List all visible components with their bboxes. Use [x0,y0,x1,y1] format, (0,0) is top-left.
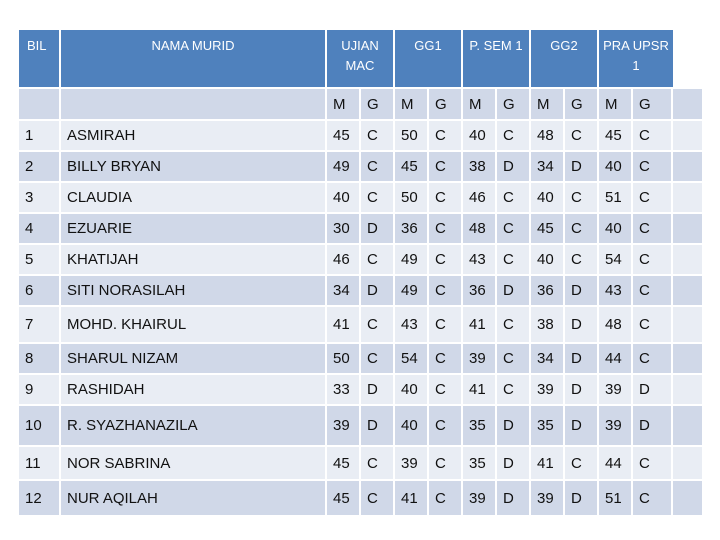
row-mark: 43 [463,245,497,274]
row-student-name: BILLY BRYAN [61,152,327,181]
row-mark: 40 [463,121,497,150]
row-bil: 10 [19,406,61,445]
header-gg2: GG2 [531,30,599,87]
subheader-cell: M [395,89,429,119]
row-mark: 39 [531,375,565,404]
row-grade: C [633,152,673,181]
row-mark: 51 [599,183,633,212]
row-mark: 46 [327,245,361,274]
row-mark: 41 [531,447,565,479]
row-mark: 45 [531,214,565,243]
row-mark: 44 [599,447,633,479]
row-grade: D [565,481,599,515]
row-bil: 6 [19,276,61,305]
row-mark: 50 [395,183,429,212]
row-grade: C [361,245,395,274]
row-mark: 40 [395,406,429,445]
row-grade: D [565,276,599,305]
row-student-name: NOR SABRINA [61,447,327,479]
row-mark: 40 [531,245,565,274]
row-mark: 40 [395,375,429,404]
row-mark: 35 [463,406,497,445]
row-mark: 48 [599,307,633,342]
row-grade: C [429,121,463,150]
row-mark: 39 [327,406,361,445]
row-grade: C [633,214,673,243]
row-mark: 51 [599,481,633,515]
row-mark: 38 [463,152,497,181]
row-mark: 35 [531,406,565,445]
row-grade: C [497,344,531,373]
row-mark: 36 [395,214,429,243]
row-student-name: CLAUDIA [61,183,327,212]
row-mark: 48 [463,214,497,243]
row-mark: 49 [395,245,429,274]
row-grade: C [361,183,395,212]
header-gg1: GG1 [395,30,463,87]
subheader-cell: M [531,89,565,119]
row-student-name: SITI NORASILAH [61,276,327,305]
row-mark: 33 [327,375,361,404]
row-mark: 39 [395,447,429,479]
row-grade: C [565,245,599,274]
row-mark: 45 [327,121,361,150]
row-grade: C [429,307,463,342]
subheader-row [19,87,702,119]
row-grade: C [497,245,531,274]
row-mark: 39 [463,481,497,515]
row-grade: D [497,447,531,479]
subheader-cell: G [497,89,531,119]
subheader-cell: G [565,89,599,119]
table-row [19,373,702,404]
row-grade: C [361,121,395,150]
row-mark: 34 [327,276,361,305]
row-mark: 34 [531,152,565,181]
row-grade: C [429,276,463,305]
row-mark: 46 [463,183,497,212]
row-bil: 3 [19,183,61,212]
row-mark: 30 [327,214,361,243]
row-student-name: KHATIJAH [61,245,327,274]
subheader-name-blank [61,89,327,119]
table-row [19,479,702,515]
row-mark: 45 [327,447,361,479]
row-mark: 50 [395,121,429,150]
row-mark: 45 [327,481,361,515]
row-bil: 12 [19,481,61,515]
row-grade: C [361,481,395,515]
row-bil: 2 [19,152,61,181]
table-row [19,305,702,342]
row-mark: 36 [531,276,565,305]
row-grade: D [565,375,599,404]
row-mark: 44 [599,344,633,373]
row-grade: C [633,121,673,150]
table-row [19,404,702,445]
subheader-cell: G [361,89,395,119]
row-mark: 45 [395,152,429,181]
row-mark: 49 [327,152,361,181]
row-grade: C [633,447,673,479]
row-grade: C [361,152,395,181]
row-grade: C [633,481,673,515]
row-grade: C [633,307,673,342]
row-bil: 5 [19,245,61,274]
row-grade: C [361,344,395,373]
row-mark: 39 [599,406,633,445]
table-row [19,119,702,150]
row-mark: 39 [599,375,633,404]
row-grade: D [565,406,599,445]
row-grade: D [361,214,395,243]
row-grade: C [361,307,395,342]
row-grade: C [429,245,463,274]
header-nama-murid: NAMA MURID [61,30,327,87]
row-mark: 34 [531,344,565,373]
table-row [19,150,702,181]
row-mark: 40 [327,183,361,212]
table-row [19,181,702,212]
row-grade: C [633,344,673,373]
table-header-row [19,30,702,87]
row-grade: C [497,307,531,342]
row-grade: C [565,121,599,150]
results-table [19,30,702,515]
row-mark: 48 [531,121,565,150]
row-grade: C [565,214,599,243]
row-mark: 43 [599,276,633,305]
row-mark: 41 [327,307,361,342]
row-mark: 43 [395,307,429,342]
table-body [19,87,702,515]
row-mark: 40 [599,152,633,181]
row-mark: 40 [531,183,565,212]
row-grade: D [633,406,673,445]
row-grade: C [565,447,599,479]
row-mark: 54 [395,344,429,373]
row-grade: C [429,447,463,479]
row-mark: 41 [463,375,497,404]
row-grade: C [497,214,531,243]
row-student-name: RASHIDAH [61,375,327,404]
row-mark: 45 [599,121,633,150]
header-ujian-mac: UJIAN MAC [327,30,395,87]
row-grade: D [633,375,673,404]
row-grade: C [429,344,463,373]
header-pra-upsr: PRA UPSR 1 [599,30,673,87]
row-grade: D [361,375,395,404]
row-mark: 39 [531,481,565,515]
row-bil: 1 [19,121,61,150]
row-grade: C [497,183,531,212]
subheader-cell: M [463,89,497,119]
row-mark: 40 [599,214,633,243]
row-mark: 36 [463,276,497,305]
row-grade: D [497,406,531,445]
row-grade: D [565,307,599,342]
row-student-name: NUR AQILAH [61,481,327,515]
table-row [19,342,702,373]
row-mark: 35 [463,447,497,479]
row-grade: C [361,447,395,479]
row-grade: D [497,152,531,181]
subheader-cell: G [633,89,673,119]
row-mark: 38 [531,307,565,342]
row-mark: 54 [599,245,633,274]
header-bil: BIL [19,30,61,87]
row-grade: C [633,245,673,274]
row-grade: D [497,276,531,305]
table-row [19,212,702,243]
row-student-name: EZUARIE [61,214,327,243]
row-grade: D [497,481,531,515]
row-grade: C [565,183,599,212]
subheader-cell: M [599,89,633,119]
row-grade: D [565,152,599,181]
row-mark: 41 [395,481,429,515]
row-grade: C [429,183,463,212]
row-grade: D [361,276,395,305]
row-mark: 41 [463,307,497,342]
row-grade: C [497,375,531,404]
row-bil: 7 [19,307,61,342]
row-grade: C [429,214,463,243]
row-grade: C [429,152,463,181]
table-row [19,445,702,479]
row-mark: 50 [327,344,361,373]
row-grade: C [429,375,463,404]
row-student-name: SHARUL NIZAM [61,344,327,373]
row-bil: 4 [19,214,61,243]
table-row [19,274,702,305]
row-student-name: R. SYAZHANAZILA [61,406,327,445]
row-student-name: ASMIRAH [61,121,327,150]
row-grade: D [361,406,395,445]
table-row [19,243,702,274]
subheader-cell: G [429,89,463,119]
header-p-sem1: P. SEM 1 [463,30,531,87]
row-grade: C [429,481,463,515]
row-bil: 8 [19,344,61,373]
row-grade: C [429,406,463,445]
row-bil: 11 [19,447,61,479]
row-grade: C [497,121,531,150]
row-student-name: MOHD. KHAIRUL [61,307,327,342]
subheader-bil-blank [19,89,61,119]
row-grade: D [565,344,599,373]
subheader-cell: M [327,89,361,119]
row-grade: C [633,276,673,305]
row-grade: C [633,183,673,212]
row-bil: 9 [19,375,61,404]
row-mark: 49 [395,276,429,305]
row-mark: 39 [463,344,497,373]
